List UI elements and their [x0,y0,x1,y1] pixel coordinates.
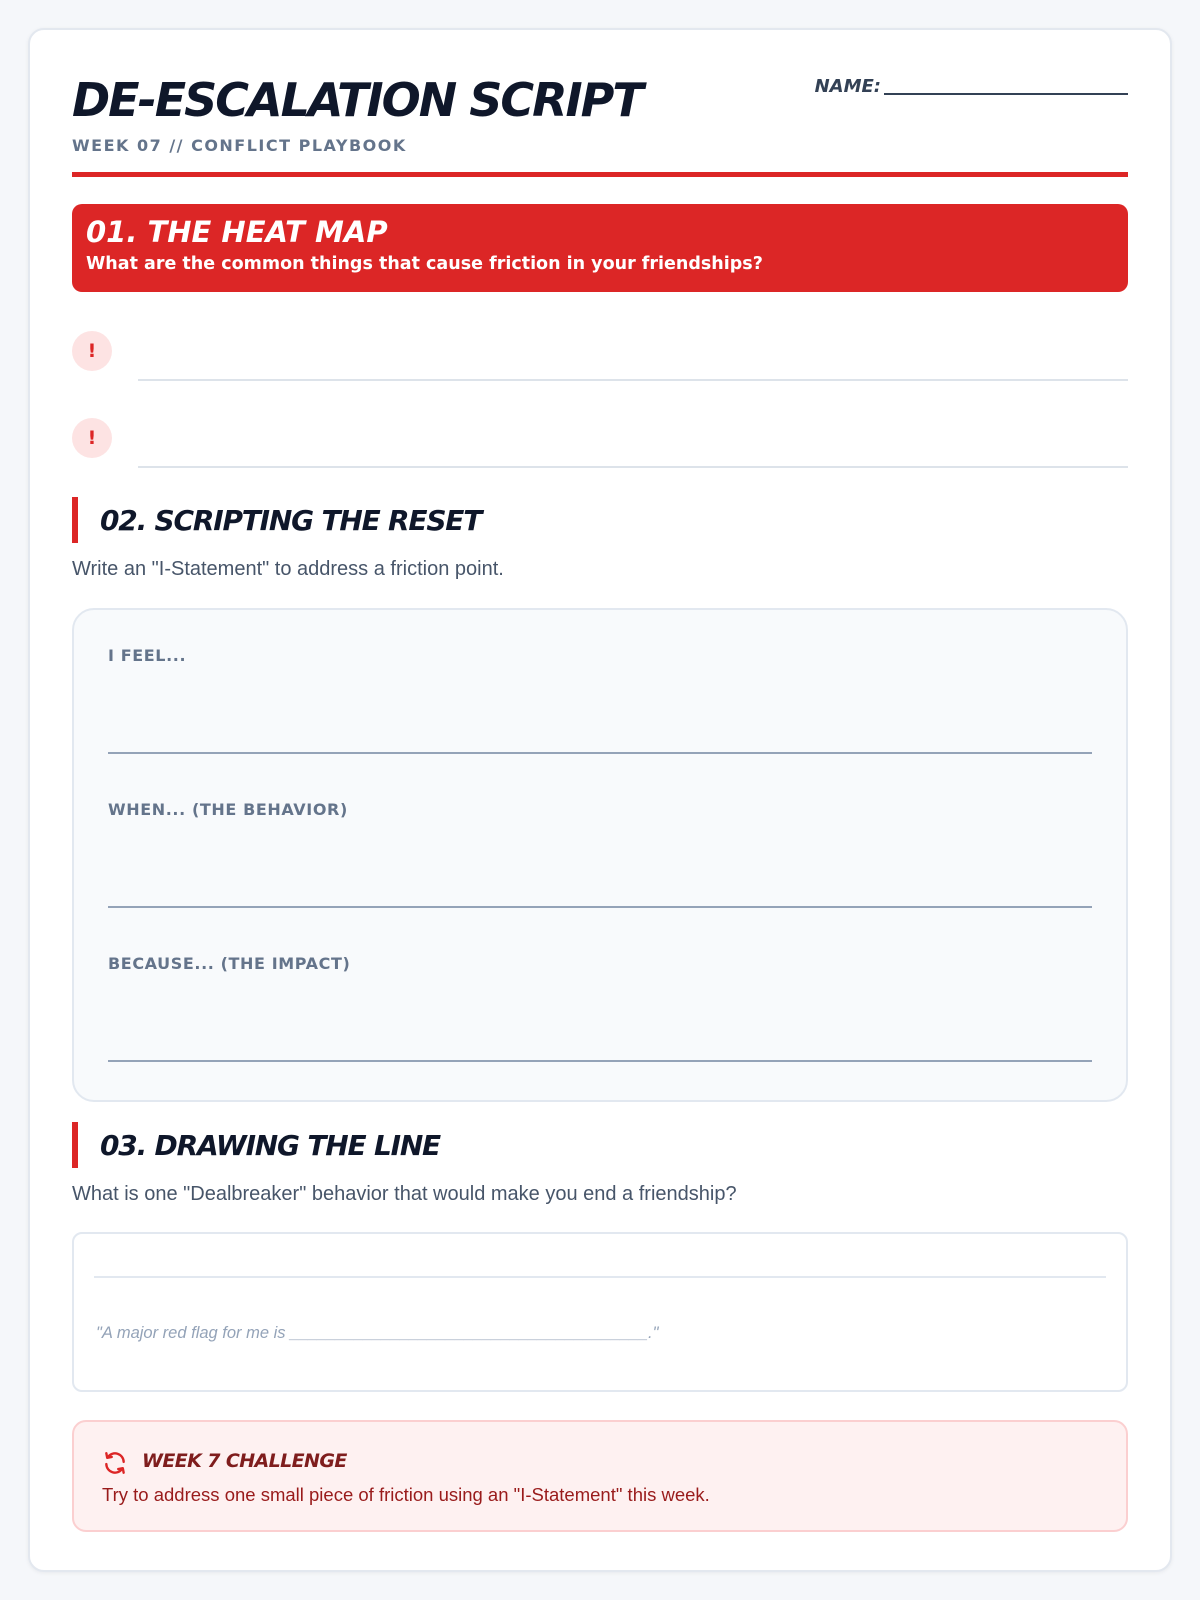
dealbreaker-hint: "A major red flag for me is _______________________________________." [96,1324,659,1342]
field-write-line[interactable] [108,906,1092,908]
name-field[interactable] [815,76,1128,98]
field-label: I FEEL... [108,646,187,665]
page-subtitle: WEEK 07 // CONFLICT PLAYBOOK [72,136,407,155]
section-title: 01. THE HEAT MAP [86,215,388,249]
page-title: DE-ESCALATION SCRIPT [72,73,642,127]
friction-entry-2[interactable] [72,418,1128,468]
friction-write-line[interactable] [138,379,1128,381]
challenge-text: Try to address one small piece of friction using an "I-Statement" this week. [102,1484,710,1505]
worksheet [28,28,1172,1572]
section-title: 03. DRAWING THE LINE [100,1128,440,1162]
weekly-challenge-box [72,1420,1128,1532]
dealbreaker-box[interactable] [72,1232,1128,1392]
challenge-title: WEEK 7 CHALLENGE [142,1450,347,1472]
alert-icon: ! [72,331,112,371]
field-label: WHEN... (THE BEHAVIOR) [108,800,348,819]
friction-entry-1[interactable] [72,331,1128,381]
section-heat-map-banner [72,204,1128,292]
i-statement-box [72,608,1128,1102]
section-description: Write an "I-Statement" to address a friction point. [72,558,504,580]
alert-icon: ! [72,418,112,458]
header-divider [72,172,1128,177]
friction-write-line[interactable] [138,466,1128,468]
section-title: 02. SCRIPTING THE RESET [100,503,482,537]
field-write-line[interactable] [108,1060,1092,1062]
name-write-line[interactable] [884,93,1128,95]
section-scripting-heading [72,497,481,543]
section-drawing-line-heading [72,1122,440,1168]
field-i-feel[interactable] [108,646,1092,766]
section-prompt: What are the common things that cause friction in your friendships? [86,254,763,274]
name-label: NAME: [814,76,881,97]
refresh-icon [102,1450,128,1476]
field-when[interactable] [108,800,1092,920]
section-description: What is one "Dealbreaker" behavior that would make you end a friendship? [72,1183,737,1205]
field-label: BECAUSE... (THE IMPACT) [108,954,351,973]
field-write-line[interactable] [108,752,1092,754]
field-because[interactable] [108,954,1092,1074]
dealbreaker-write-line[interactable] [94,1276,1106,1278]
